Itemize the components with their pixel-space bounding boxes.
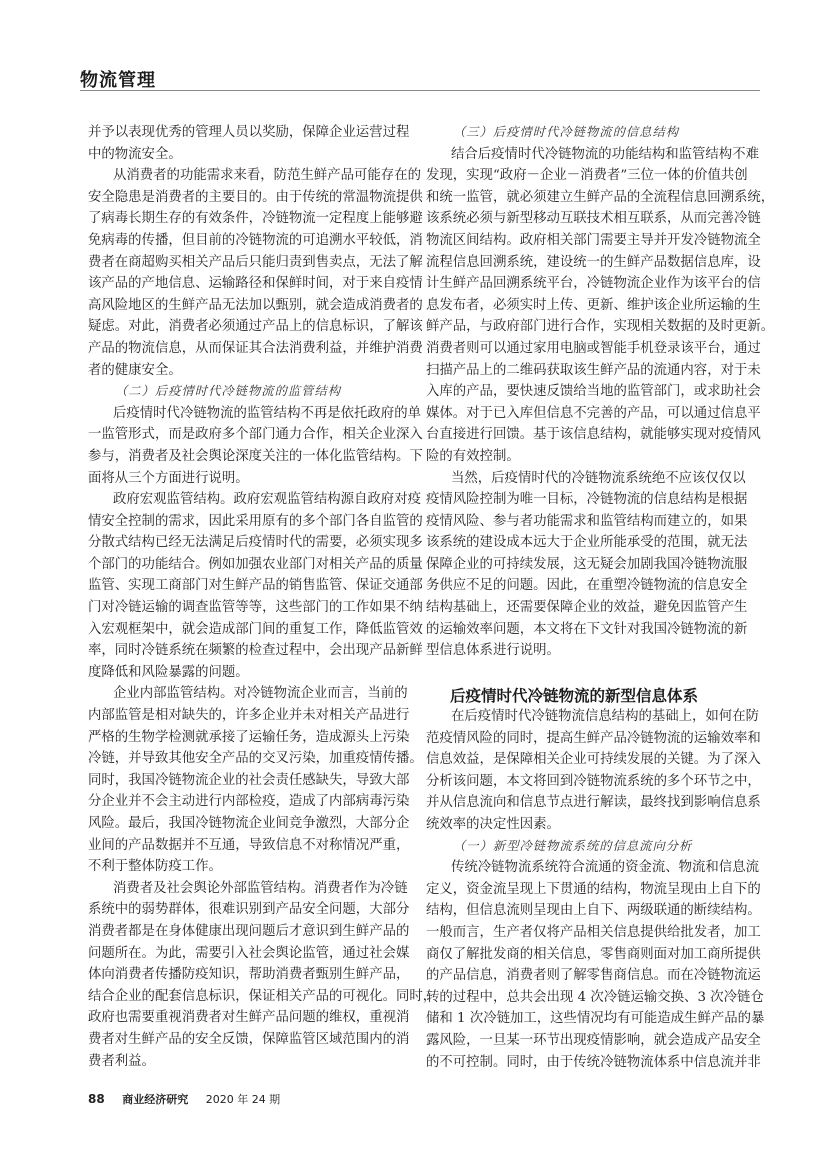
text-line: 转的过程中，总共会出现 4 次冷链运输交换、3 次冷链仓: [426, 989, 764, 1005]
text-line: 后疫情时代冷链物流的监管结构不再是依托政府的单: [113, 405, 421, 421]
text-line: 该系统的建设成本远大于企业所能承受的范围，就无法: [426, 535, 748, 551]
text-line: 免病毒的传播，但目前的冷链物流的可追溯水平较低，消: [88, 232, 423, 248]
text-line: 在后疫情时代冷链物流信息结构的基础上，如何在防: [451, 709, 759, 724]
subsection-heading: （一）新型冷链物流系统的信息流向分析: [453, 838, 693, 853]
section-heading: 后疫情时代冷链物流的新型信息体系: [450, 687, 699, 705]
text-line: 息发布者，必须实时上传、更新、维护该企业所运输的生: [426, 297, 761, 313]
text-line: 入库的产品，要快速反馈给当地的监管部门，或求助社会: [426, 384, 761, 400]
text-line: 不利于整体防疫工作。: [88, 859, 222, 875]
text-line: 度降低和风险暴露的问题。: [88, 664, 249, 680]
text-line: 媒体。对于已入库但信息不完善的产品，可以通过信息平: [426, 405, 761, 421]
text-line: 情安全控制的需求，因此采用原有的多个部门各自监管的: [88, 513, 423, 529]
text-line: 定义，资金流呈现上下贯通的结构，物流呈现由上自下的: [426, 881, 761, 897]
text-line: 高风险地区的生鲜产品无法加以甄别，就会造成消费者的: [88, 297, 423, 313]
text-line: 务供应不足的问题。因此，在重塑冷链物流的信息安全: [426, 578, 748, 594]
text-line: 系统中的弱势群体，很难识别到产品安全问题，大部分: [88, 902, 410, 918]
text-line: 了病毒长期生存的有效条件，冷链物流一定程度上能够避: [88, 211, 423, 227]
text-line: 中的物流安全。: [88, 146, 182, 162]
text-line: 商仅了解批发商的相关信息，零售商则面对加工商所提供: [426, 946, 761, 962]
text-line: 一般而言，生产者仅将产品相关信息提供给批发者，加工: [426, 924, 761, 940]
text-line: 费者对生鲜产品的安全反馈，保障监管区域范围内的消: [88, 1031, 410, 1047]
text-line: 者的健康安全。: [88, 362, 182, 378]
text-line: 保障企业的可持续发展，这无疑会加剧我国冷链物流服: [426, 556, 748, 572]
text-line: 疫情风险控制为唯一目标，冷链物流的信息结构是根据: [426, 492, 748, 508]
text-line: 疑虑。对此，消费者必须通过产品上的信息标识，了解该: [88, 319, 423, 335]
text-line: 冷链，并导致其他安全产品的交叉污染，加重疫情传播。: [88, 751, 423, 767]
text-line: 分析该问题，本文将回到冷链物流系统的多个环节之中，: [426, 773, 761, 789]
text-line: 体向消费者传播防疫知识，帮助消费者甄别生鲜产品，: [88, 967, 410, 983]
text-line: 入宏观框架中，就会造成部门间的重复工作，降低监管效: [88, 621, 423, 637]
text-line: 信息效益，是保障相关企业可持续发展的关键。为了深入: [426, 752, 761, 768]
text-line: 的不可控制。同时，由于传统冷链物流体系中信息流并非: [426, 1054, 761, 1070]
paragraph: [426, 144, 775, 468]
text-line: 产品的物流信息，从而保证其合法消费利益，并维护消费: [88, 340, 423, 356]
text-line: 从消费者的功能需求来看，防范生鲜产品可能存在的: [113, 168, 421, 184]
text-line: 分散式结构已经无法满足后疫情时代的需要，必须实现多: [88, 535, 423, 551]
text-line: 露风险，一旦某一环节出现疫情影响，就会造成产品安全: [426, 1032, 761, 1048]
text-line: 结构，但信息流则呈现由上自下、两级联通的断续结构。: [426, 903, 761, 919]
paragraph: [88, 489, 423, 683]
text-line: 当然，后疫情时代的冷链物流系统绝不应该仅仅以: [451, 470, 746, 486]
text-line: 门对冷链运输的调查监管等等，这些部门的工作如果不纳: [88, 600, 423, 616]
text-line: 费者在商超购买相关产品后只能归责到售卖点，无法了解: [88, 254, 423, 270]
text-line: 范疫情风险的同时，提高生鲜产品冷链物流的运输效率和: [426, 730, 761, 746]
paragraph: [88, 165, 423, 381]
text-line: 参与，消费者及社会舆论深度关注的一体化监管结构。下: [88, 448, 423, 464]
text-line: 物流区间结构。政府相关部门需要主导并开发冷链物流全: [426, 232, 761, 248]
text-line: 同时，我国冷链物流企业的社会责任感缺失，导致大部: [88, 772, 410, 788]
issue-label: 2020 年 24 期: [205, 1093, 281, 1106]
text-line: 险的有效控制。: [426, 448, 520, 464]
text-line: 扫描产品上的二维码获取该生鲜产品的流通内容，对于未: [426, 362, 761, 378]
subsection-heading: （三）后疫情时代冷链物流的信息结构: [453, 125, 680, 139]
text-line: 分企业并不会主动进行内部检疫，造成了内部病毒污染: [88, 794, 410, 810]
text-line: 的运输效率问题，本文将在下文针对我国冷链物流的新: [426, 621, 748, 637]
text-line: 安全隐患是消费者的主要目的。由于传统的常温物流提供: [88, 189, 423, 205]
text-line: 企业内部监管结构。对冷链物流企业而言，当前的: [113, 686, 408, 702]
right-column: [426, 122, 775, 662]
text-line: 的产品信息，消费者则了解零售商信息。而在冷链物流运: [426, 968, 761, 984]
page-number: 88: [88, 1092, 105, 1106]
text-line: 率，同时冷链系统在频繁的检查过程中，会出现产品新鲜: [88, 643, 423, 659]
header-rule: [80, 90, 760, 91]
text-line: 和统一监管，就必须建立生鲜产品的全流程信息回溯系统，: [426, 189, 775, 205]
text-line: 消费者则可以通过家用电脑或智能手机登录该平台，通过: [426, 340, 761, 356]
text-line: 流程信息回溯系统，建设统一的生鲜产品数据信息库，设: [426, 254, 761, 270]
text-line: 政府宏观监管结构。政府宏观监管结构源自政府对疫: [113, 492, 421, 508]
paragraph: [426, 857, 765, 1073]
text-line: 型信息体系进行说明。: [426, 643, 560, 659]
text-line: 计生鲜产品回溯系统平台，冷链物流企业作为该平台的信: [426, 276, 761, 292]
text-line: 问题所在。为此，需要引入社会舆论监管，通过社会媒: [88, 945, 410, 961]
paragraph: [88, 878, 437, 1072]
paragraph: [426, 468, 748, 662]
text-line: 传统冷链物流系统符合流通的资金流、物流和信息流: [451, 860, 759, 876]
text-line: 消费者及社会舆论外部监管结构。消费者作为冷链: [113, 880, 408, 896]
subsection-heading: （二）后疫情时代冷链物流的监管结构: [115, 384, 342, 399]
paragraph: [426, 706, 761, 836]
text-line: 一监管形式，而是政府多个部门通力合作，相关企业深入: [88, 427, 423, 443]
text-line: 统效率的决定性因素。: [426, 816, 560, 832]
text-line: 该产品的产地信息、运输路径和保鲜时间，对于来自疫情: [88, 276, 423, 292]
text-line: 费者利益。: [88, 1053, 155, 1069]
text-line: 结合后疫情时代冷链物流的功能结构和监管结构不难: [451, 146, 759, 162]
text-line: 政府也需要重视消费者对生鲜产品问题的维权，重视消: [88, 1010, 410, 1026]
paragraph: [88, 683, 423, 877]
text-line: 业间的产品数据并不互通，导致信息不对称情况严重，: [88, 837, 410, 853]
text-line: 个部门的功能结合。例如加强农业部门对相关产品的质量: [88, 556, 423, 572]
text-line: 鲜产品，与政府部门进行合作，实现相关数据的及时更新。: [426, 319, 775, 335]
text-line: 监管、实现工商部门对生鲜产品的销售监管、保证交通部: [88, 578, 423, 594]
text-line: 结构基础上，还需要保障企业的效益，避免因监管产生: [426, 600, 748, 616]
text-line: 并予以表现优秀的管理人员以奖励，保障企业运营过程: [88, 125, 410, 140]
journal-name: 商业经济研究: [122, 1093, 189, 1106]
text-line: 台直接进行回馈。基于该信息结构，就能够实现对疫情风: [426, 427, 761, 443]
text-line: 结合企业的配套信息标识，保证相关产品的可视化。同时，: [88, 988, 437, 1004]
paragraph: [88, 403, 423, 489]
text-line: 消费者都是在身体健康出现问题后才意识到生鲜产品的: [88, 923, 410, 939]
text-line: 风险。最后，我国冷链物流企业间竞争激烈，大部分企: [88, 816, 410, 831]
text-line: 发现，实现“政府－企业－消费者”三位一体的价值共创: [426, 168, 748, 184]
text-line: 并从信息流向和信息节点进行解读，最终找到影响信息系: [426, 795, 761, 811]
page-footer: [88, 1091, 294, 1107]
paragraph: [88, 122, 410, 165]
right-column-lower: [426, 685, 765, 1073]
section-title: 物流管理: [80, 70, 156, 91]
text-line: 内部监管是相对缺失的，许多企业并未对相关产品进行: [88, 708, 410, 724]
left-column: [88, 122, 437, 1072]
text-line: 严格的生物学检测就承接了运输任务，造成源头上污染: [88, 729, 410, 745]
text-line: 面将从三个方面进行说明。: [88, 470, 249, 486]
text-line: 储和 1 次冷链加工，这些情况均有可能造成生鲜产品的暴: [426, 1011, 765, 1027]
text-line: 该系统必须与新型移动互联技术相互联系，从而完善冷链: [426, 211, 761, 227]
text-line: 疫情风险、参与者功能需求和监管结构而建立的，如果: [426, 513, 748, 529]
